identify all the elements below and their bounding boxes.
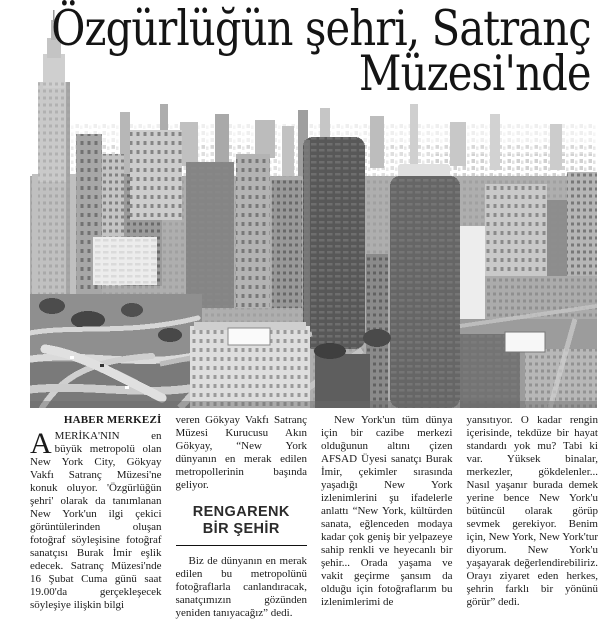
article-photo	[30, 0, 597, 408]
subhead-line2: BİR ŞEHİR	[202, 521, 280, 537]
article-column-1	[30, 414, 162, 620]
headline-line2: Müzesi'nde	[359, 45, 591, 102]
paragraph-text: yansıtıyor. O kadar rengin içerisinde, tekdüze bir hayat standardı yok mu? Tabi ki var. Yüksek binalar, merkezler, gökdelenler... Nasıl yaşanır burada demek yerine bence New York'u bütüncül olarak görüp sevmek gerekiyor. Benim için, New York, New York'tur diyorum. New York'u yaşayarak değerlendirebiliriz. Orayı ziyaret eden herkes, şehrin farklı bir yönünü görür” dedi.	[466, 414, 598, 608]
paragraph-text: MERİKA'NIN en büyük metropolü olan New York City, Gökyay Vakfı Satranç Müzesi'ne konuk oluyor. 'Özgürlüğün şehri' olarak da tanımlanan New York'un ilgi çekici görüntülerinden oluşan fotoğraf söyleşisine fotoğraf sanatçısı Burak İmir eşlik edecek. Satranç Müzesi'nde 16 Şubat Cuma günü saat 19.00'da gerçekleşecek söyleşiye ilişkin bilgi	[30, 430, 162, 611]
byline: HABER MERKEZİ	[63, 414, 162, 426]
article-body	[30, 414, 598, 620]
article-column-3	[321, 414, 453, 620]
drop-cap: A	[30, 427, 52, 460]
paragraph-text: veren Gökyay Vakfı Satranç Müzesi Kurucusu Akın Gökyay, “New York dünyanın en merak edilen metropollerinin başında geliyor.	[175, 414, 307, 491]
article-column-2	[176, 414, 308, 620]
headline-line1: Özgürlüğün şehri, Satranç	[51, 0, 591, 57]
subhead-line1: RENGARENK	[192, 504, 290, 520]
paragraph-text: New York'un tüm dünya için bir cazibe merkezi olduğunun altını çizen AFSAD Üyesi sanatçı Burak İmir, çekimler sırasında yaşadığı New York izlenimlerini şu ifadelerle anlattı “New York, kültürden sanata, eğlenceden modaya kadar çok geniş bir yelpazeye sahip renkli ve heyecanlı bir şehir... Orada yaşama ve vakit geçirme şansım da olduğu için fotoğraflarım bu izlenimlerimi de	[321, 414, 453, 608]
paragraph-text: Biz de dünyanın en merak edilen bu metropolünü fotoğraflarla canlandıracak, sanatçımızın gözünden yeniden tanıyacağız” dedi.	[175, 555, 307, 619]
article-column-4	[467, 414, 599, 620]
headline	[51, 0, 591, 102]
subhead	[176, 504, 308, 546]
